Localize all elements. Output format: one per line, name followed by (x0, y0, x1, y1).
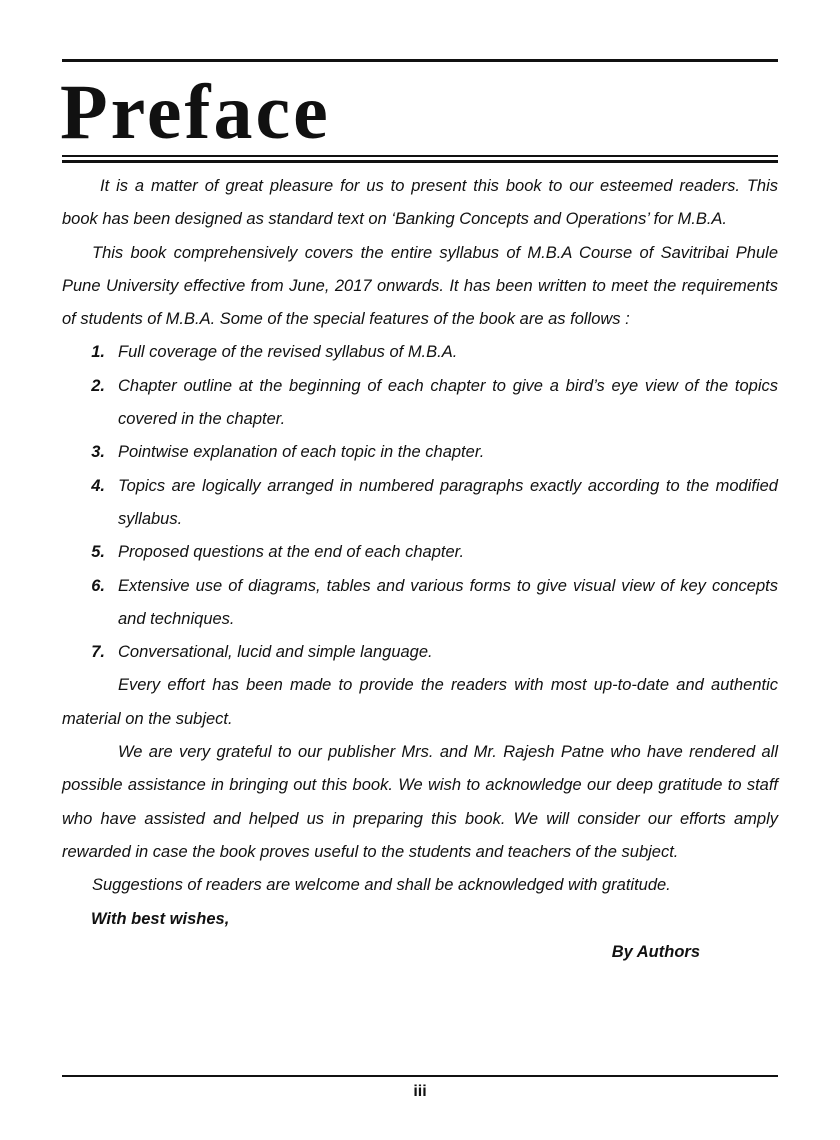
list-item-number: 4. (91, 476, 105, 495)
list-item (62, 636, 778, 669)
list-item-text: Full coverage of the revised syllabus of M.B.A. (118, 343, 458, 362)
list-item (62, 436, 778, 469)
list-item (62, 536, 778, 569)
list-item-number: 5. (91, 543, 105, 562)
list-item-text: Extensive use of diagrams, tables and various forms to give visual view of key concepts and techniques. (118, 576, 778, 628)
list-item-text: Proposed questions at the end of each chapter. (118, 543, 465, 562)
effort-paragraph: Every effort has been made to provide the readers with most up-to-date and authentic material on the subject. (62, 676, 778, 728)
page-title: Preface (60, 68, 331, 155)
signature: By Authors (611, 942, 700, 961)
page-number: iii (413, 1083, 427, 1100)
syllabus-paragraph: This book comprehensively covers the entire syllabus of M.B.A Course of Savitribai Phule Pune University effective from June, 2017 onwards. It has been written to meet the requirements of students of M.B.A. Some of the special features of the book are as follows : (62, 243, 778, 329)
intro-paragraph: It is a matter of great pleasure for us to present this book to our esteemed readers. This book has been designed as standard text on ‘Banking Concepts and Operations’ for M.B.A. (62, 177, 778, 229)
features-list (62, 336, 778, 669)
top-rule (62, 59, 778, 62)
footer-rule (62, 1075, 778, 1077)
list-item (62, 336, 778, 369)
list-item-text: Pointwise explanation of each topic in the chapter. (118, 443, 485, 462)
list-item-number: 7. (91, 643, 105, 662)
list-item (62, 370, 778, 437)
list-item-number: 2. (91, 376, 105, 395)
list-item-text: Topics are logically arranged in numbered paragraphs exactly according to the modified syllabus. (118, 476, 778, 528)
preface-body (62, 170, 778, 969)
list-item (62, 470, 778, 537)
gratitude-paragraph: We are very grateful to our publisher Mrs. and Mr. Rajesh Patne who have rendered all possible assistance in bringing out this book. We wish to acknowledge our deep gratitude to staff who have assisted and helped us in preparing this book. We will consider our efforts amply rewarded in case the book proves useful to the students and teachers of the subject. (62, 743, 778, 861)
list-item-number: 3. (91, 443, 105, 462)
list-item-text: Conversational, lucid and simple language. (118, 643, 433, 662)
title-rule-thick (62, 160, 778, 163)
list-item-number: 1. (91, 343, 105, 362)
list-item-text: Chapter outline at the beginning of each chapter to give a bird’s eye view of the topics covered in the chapter. (118, 376, 778, 429)
suggestions-paragraph: Suggestions of readers are welcome and shall be acknowledged with gratitude. (92, 876, 671, 895)
title-rule-thin (62, 155, 778, 157)
closing-line: With best wishes, (91, 909, 230, 928)
list-item (62, 570, 778, 637)
list-item-number: 6. (91, 576, 105, 595)
